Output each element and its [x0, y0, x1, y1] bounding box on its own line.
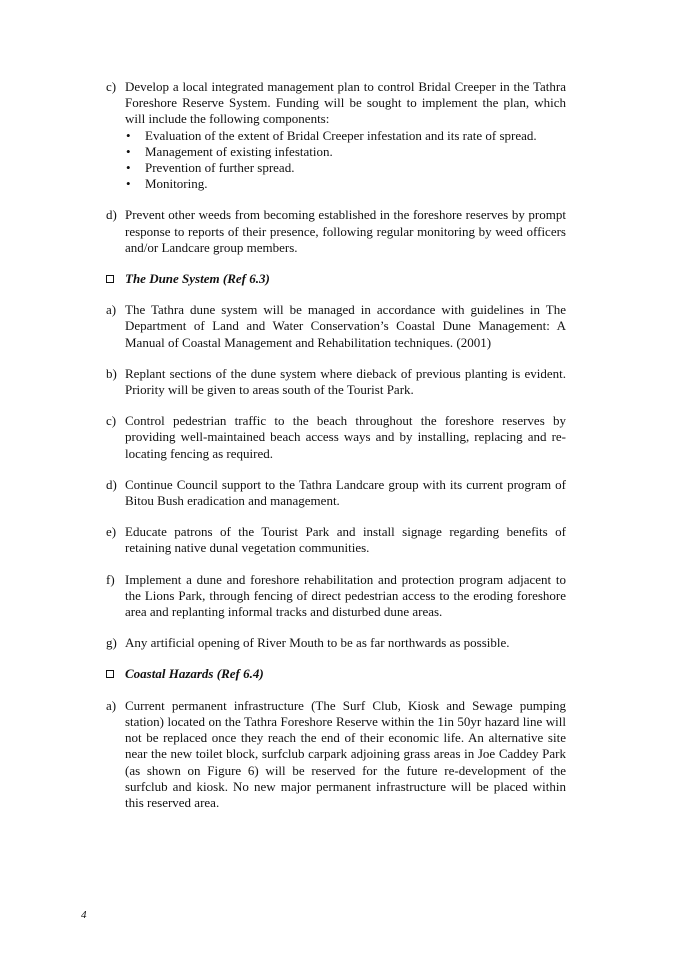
hazards-item-a — [106, 698, 566, 811]
dune-item-c — [106, 413, 566, 462]
item-letter: b) — [106, 365, 117, 381]
item-letter: e) — [106, 524, 117, 540]
item-text: Replant sections of the dune system where dieback of previous planting is evident. Priority will be given to areas south of the Tourist Park. — [125, 365, 566, 398]
bullet-text: Management of existing infestation. — [145, 143, 333, 159]
item-text: Develop a local integrated management plan to control Bridal Creeper in the Tathra Foreshore Reserve System. Funding will be sought to implement the plan, which will include the following components: — [125, 79, 566, 127]
bullet-text: Prevention of further spread. — [145, 160, 295, 176]
bullet-icon: • — [126, 127, 131, 143]
bullet-item — [125, 128, 566, 144]
bullet-icon: • — [126, 143, 131, 159]
bullet-list — [106, 128, 566, 193]
dune-item-g — [106, 635, 566, 651]
bullet-item — [125, 176, 566, 192]
dune-item-f — [106, 572, 566, 621]
item-letter: d) — [106, 476, 117, 492]
item-text: Current permanent infrastructure (The Surf Club, Kiosk and Sewage pumping station) located on the Tathra Foreshore Reserve within the 1in 50yr hazard line will not be replaced once they reach the end of their economic life. An alternative site near the new toilet block, surfclub carpark adjoining grass areas in Joe Caddey Park (as shown on Figure 6) will be reserved for the future re-development of the surfclub and kiosk. No new major permanent infrastructure will be placed within this reserved area. — [125, 697, 566, 810]
weeds-item-d — [106, 207, 566, 256]
checkbox-square-icon — [106, 275, 114, 283]
bullet-text: Monitoring. — [145, 176, 208, 192]
item-letter: c) — [106, 413, 117, 429]
item-letter: a) — [106, 697, 117, 713]
item-letter: a) — [106, 302, 117, 318]
item-text: Implement a dune and foreshore rehabilitation and protection program adjacent to the Lions Park, through fencing of direct pedestrian access to the eroding foreshore area and replanting informal tracks and disturbed dune areas. — [125, 571, 566, 620]
section-heading-text: Coastal Hazards (Ref 6.4) — [125, 666, 264, 682]
section-heading-coastal-hazards — [106, 666, 566, 682]
weeds-item-c — [106, 79, 566, 192]
item-text: Control pedestrian traffic to the beach throughout the foreshore reserves by providing well-maintained beach access ways and by installing, replacing and re-locating fencing as required. — [125, 413, 566, 461]
checkbox-square-icon — [106, 670, 114, 678]
item-text: Any artificial opening of River Mouth to be as far northwards as possible. — [125, 635, 510, 651]
dune-item-a — [106, 302, 566, 351]
item-letter: d) — [106, 207, 117, 223]
item-letter: g) — [106, 635, 117, 651]
bullet-icon: • — [126, 176, 131, 192]
dune-item-e — [106, 524, 566, 556]
bullet-icon: • — [126, 160, 131, 176]
bullet-item — [125, 160, 566, 176]
item-text: Prevent other weeds from becoming established in the foreshore reserves by prompt response to reports of their presence, following regular monitoring by weed officers and/or Landcare group members. — [125, 207, 566, 255]
section-heading-dune-system — [106, 271, 566, 287]
item-text: Educate patrons of the Tourist Park and install signage regarding benefits of retaining native dunal vegetation communities. — [125, 524, 566, 556]
item-text: Continue Council support to the Tathra Landcare group with its current program of Bitou Bush eradication and management. — [125, 476, 566, 509]
section-heading-text: The Dune System (Ref 6.3) — [125, 271, 270, 287]
bullet-item — [125, 144, 566, 160]
item-letter: f) — [106, 571, 115, 587]
page-number: 4 — [81, 909, 87, 921]
page-content — [106, 79, 566, 826]
item-text: The Tathra dune system will be managed in accordance with guidelines in The Department of Land and Water Conservation’s Coastal Dune Management: A Manual of Coastal Management and Rehabilitation techniques. (2001) — [125, 302, 566, 350]
dune-item-d — [106, 477, 566, 509]
dune-item-b — [106, 366, 566, 398]
bullet-text: Evaluation of the extent of Bridal Creeper infestation and its rate of spread. — [145, 127, 537, 143]
item-letter: c) — [106, 79, 117, 94]
